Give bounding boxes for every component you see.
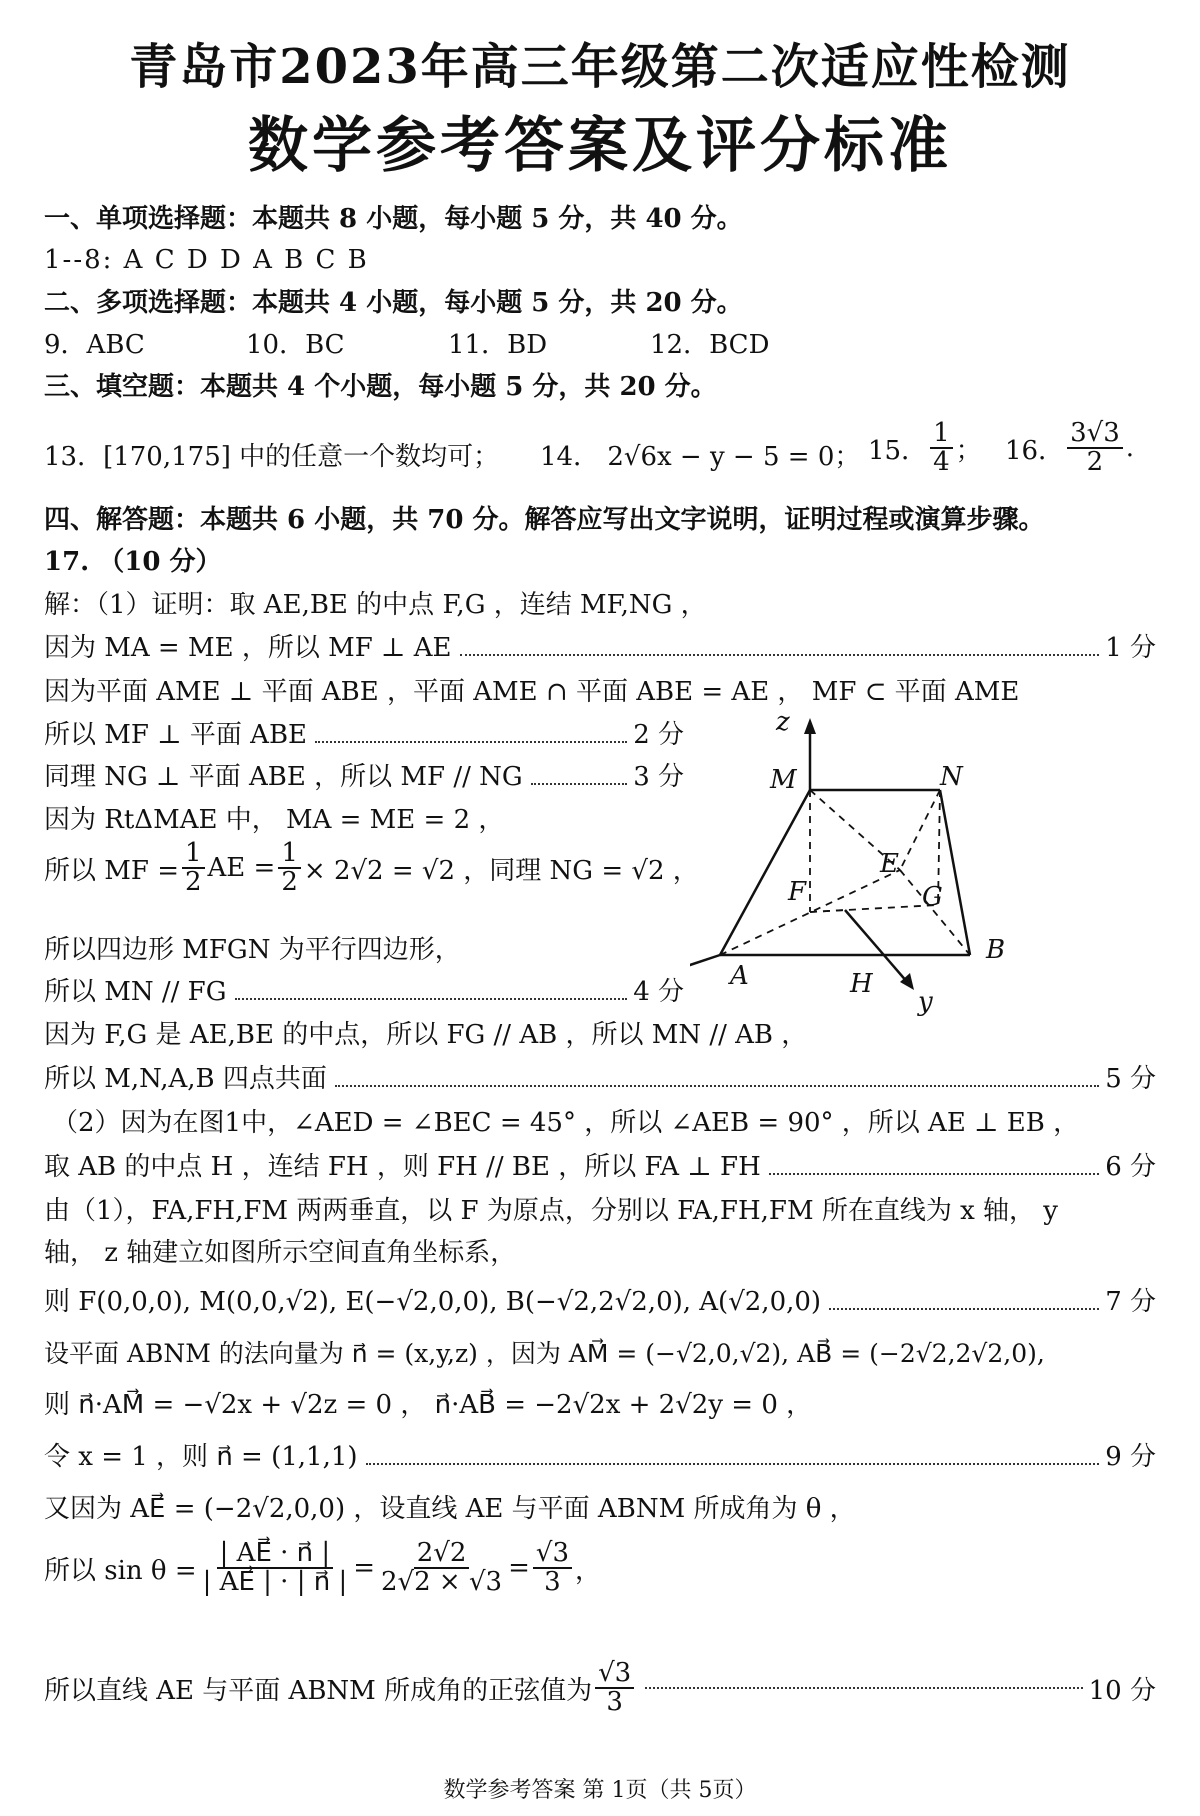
section3-header: 三、填空题：本题共 4 个小题，每小题 5 分，共 20 分。 <box>44 372 717 402</box>
label-z: z <box>776 707 790 737</box>
label-n: N <box>940 762 963 792</box>
half-fraction <box>182 840 205 897</box>
solution-line-12: （2）因为在图1中，∠AED = ∠BEC = 45° ，所以 ∠AEB = 90° ，所以 AE ⊥ EB ， <box>52 1108 1080 1138</box>
label-a: A <box>730 961 749 991</box>
answer-12: 12．BCD <box>650 330 770 360</box>
solution-line-21 <box>44 1540 601 1597</box>
label-f: F <box>788 877 807 907</box>
solution-line-18: 则 n⃗·AM⃗ = −√2x + √2z = 0 ， n⃗·AB⃗ = −2√2x + 2√2y = 0 ， <box>44 1390 813 1420</box>
score-row-8 <box>44 1440 1156 1474</box>
answer-10: 10．BC <box>246 330 345 360</box>
score-label: 7 分 <box>1105 1287 1156 1317</box>
solution-line-10: 因为 F,G 是 AE,BE 的中点，所以 FG // AB ，所以 MN // AB ， <box>44 1020 808 1050</box>
fraction-numerator: 1 <box>182 840 205 869</box>
final-fraction <box>595 1660 634 1717</box>
solution-line-8: 所以四边形 MFGN 为平行四边形， <box>44 935 461 965</box>
score-label: 10 分 <box>1088 1675 1156 1706</box>
dot-leader <box>531 783 628 785</box>
dot-leader <box>235 998 628 1000</box>
answer-11: 11．BD <box>448 330 548 360</box>
fraction-numerator: 2√2 <box>414 1540 470 1569</box>
solution-text: 所以 MF ⊥ 平面 ABE <box>44 720 308 750</box>
fraction-numerator: | AE⃗ · n⃗ | <box>217 1540 334 1569</box>
question-17-header: 17. （10 分） <box>44 547 222 577</box>
answer-16-fraction <box>1067 420 1123 477</box>
solution-text: × 2√2 = √2 ，同理 NG = √2 ， <box>303 855 699 886</box>
fraction-denominator: 2 <box>281 867 298 898</box>
label-m: M <box>770 765 797 795</box>
score-label: 4 分 <box>633 977 684 1007</box>
score-label: 5 分 <box>1105 1064 1156 1094</box>
solution-text: 所以 M,N,A,B 四点共面 <box>44 1064 327 1094</box>
solution-text: 所以 MN // FG <box>44 977 227 1007</box>
equals-sign: = <box>353 1553 376 1584</box>
equals-sign: = <box>508 1553 530 1584</box>
dot-leader <box>460 654 1100 656</box>
dot-leader <box>335 1085 1099 1087</box>
score-label: 6 分 <box>1105 1152 1156 1182</box>
score-label: 3 分 <box>633 762 684 792</box>
solution-text: 所以 sin θ = <box>44 1555 197 1586</box>
fraction-denominator: 2 <box>1086 447 1104 478</box>
solution-line-3: 因为平面 AME ⊥ 平面 ABE ，平面 AME ∩ 平面 ABE = AE ， MF ⊂ 平面 AME <box>44 677 1020 707</box>
value-fraction <box>378 1540 505 1597</box>
fraction-denominator: 3 <box>544 1567 561 1598</box>
solution-text: 同理 NG ⊥ 平面 ABE ，所以 MF // NG <box>44 762 523 792</box>
score-row-3 <box>44 760 684 794</box>
dashed-ne <box>900 790 940 870</box>
dot-leader <box>829 1308 1099 1310</box>
x-axis <box>690 955 720 975</box>
label-e: E <box>880 849 899 879</box>
solution-text: AE = <box>207 853 276 884</box>
fraction-numerator: 1 <box>930 420 953 449</box>
sin-fraction <box>200 1540 351 1597</box>
half-fraction <box>278 840 301 897</box>
dot-leader <box>769 1173 1099 1175</box>
answer-16 <box>1005 420 1134 477</box>
score-row-4 <box>44 975 684 1009</box>
section2-header: 二、多项选择题：本题共 4 小题，每小题 5 分，共 20 分。 <box>44 288 743 318</box>
z-arrow <box>804 718 816 734</box>
page-footer: 数学参考答案 第 1页（共 5页） <box>443 1778 757 1803</box>
page-title: 青岛市2023年高三年级第二次适应性检测 <box>129 39 1071 95</box>
score-label: 9 分 <box>1105 1442 1156 1472</box>
dot-leader <box>645 1687 1082 1689</box>
dot-leader <box>315 741 627 743</box>
section4-header: 四、解答题：本题共 6 小题，共 70 分。解答应写出文字说明，证明过程或演算步骤。 <box>44 505 1045 535</box>
fraction-numerator: √3 <box>595 1660 634 1689</box>
score-row-7 <box>44 1285 1156 1319</box>
fraction-numerator: 1 <box>278 840 301 869</box>
edge-nb <box>940 790 970 955</box>
solution-text: 取 AB 的中点 H ，连结 FH ，则 FH // BE ，所以 FA ⊥ FH <box>44 1152 761 1182</box>
geometry-figure <box>690 700 1170 1020</box>
fraction-denominator: 3 <box>606 1687 623 1718</box>
answer-15-label: 15． <box>868 435 928 466</box>
answer-14: 14． 2√6x − y − 5 = 0； <box>540 442 861 472</box>
fraction-numerator: √3 <box>533 1540 572 1569</box>
fraction-numerator: 3√3 <box>1067 420 1123 449</box>
label-y: y <box>918 987 933 1017</box>
answer-16-label: 16． <box>1005 435 1065 466</box>
label-b: B <box>986 935 1006 965</box>
label-h: H <box>850 969 873 999</box>
solution-text: 则 F(0,0,0), M(0,0,√2), E(−√2,0,0), B(−√2,2√2,0), A(√2,0,0) <box>44 1287 822 1317</box>
score-row-6 <box>44 1150 1156 1184</box>
solution-text: 所以 MF = <box>44 855 179 886</box>
solution-line-1: 解：（1）证明：取 AE,BE 的中点 F,G ，连结 MF,NG ， <box>44 590 707 620</box>
score-row-1 <box>44 631 1156 665</box>
solution-text: 所以直线 AE 与平面 ABNM 所成角的正弦值为 <box>44 1675 593 1706</box>
fraction-denominator: | AE⃗ | · | n⃗ | <box>202 1567 348 1598</box>
answer-13: 13．[170,175] 中的任意一个数均可； <box>44 442 500 472</box>
score-row-5 <box>44 1062 1156 1096</box>
score-row-9 <box>44 1660 1156 1717</box>
solution-line-6: 因为 RtΔMAE 中， MA = ME = 2 ， <box>44 805 505 835</box>
score-label: 2 分 <box>633 720 684 750</box>
edge-ma <box>720 790 810 955</box>
section1-answers: 1--8: A C D D A B C B <box>44 245 369 275</box>
solution-line-17: 设平面 ABNM 的法向量为 n⃗ = (x,y,z) ，因为 AM⃗ = (−√2,0,√2), AB⃗ = (−2√2,2√2,0), <box>44 1339 1045 1368</box>
solution-line-15: 轴， z 轴建立如图所示空间直角坐标系， <box>44 1238 517 1268</box>
dot-leader <box>366 1463 1100 1465</box>
solution-text: ， <box>575 1555 602 1586</box>
score-label: 1 分 <box>1105 633 1156 663</box>
answer-15 <box>868 420 982 477</box>
section1-header: 一、单项选择题：本题共 8 小题，每小题 5 分，共 40 分。 <box>44 204 743 234</box>
label-g: G <box>922 882 943 912</box>
answer-9: 9．ABC <box>44 330 145 360</box>
page-subtitle: 数学参考答案及评分标准 <box>248 111 952 181</box>
solution-text: 因为 MA = ME ，所以 MF ⊥ AE <box>44 633 452 663</box>
fraction-denominator: 2 <box>184 867 202 898</box>
fraction-denominator: 2√2 × √3 <box>381 1567 503 1598</box>
result-fraction <box>533 1540 572 1597</box>
answer-15-fraction <box>930 420 953 477</box>
score-row-2 <box>44 718 684 752</box>
solution-line-14: 由（1），FA,FH,FM 两两垂直，以 F 为原点，分别以 FA,FH,FM 所在直线为 x 轴， y <box>44 1196 1058 1226</box>
answer-15-separator: ； <box>955 435 982 466</box>
fraction-denominator: 4 <box>933 447 950 478</box>
solution-line-20: 又因为 AE⃗ = (−2√2,0,0) ，设直线 AE 与平面 ABNM 所成角为 θ ， <box>44 1494 856 1524</box>
solution-text: 令 x = 1 ，则 n⃗ = (1,1,1) <box>44 1442 358 1472</box>
solution-line-7 <box>44 840 699 897</box>
answer-16-end: . <box>1125 433 1135 464</box>
